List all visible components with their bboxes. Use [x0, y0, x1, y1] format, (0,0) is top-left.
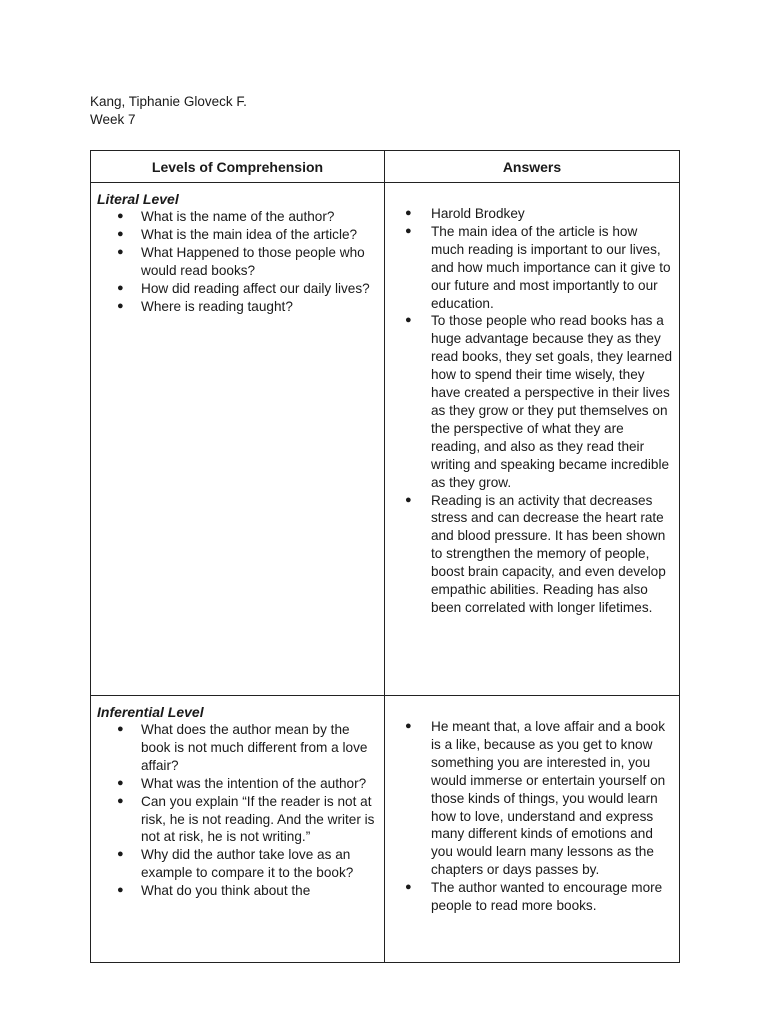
bullet-icon: ●: [117, 848, 124, 861]
document-header: [90, 93, 247, 129]
list-item: ● The main idea of the article is how much reading is important to our lives, and how much importance can it give to our future and most importantly to our education.: [405, 223, 671, 311]
column-header-answers: Answers: [385, 151, 680, 183]
list-item: ● What was the intention of the author?: [117, 775, 367, 791]
bullet-icon: ●: [117, 776, 124, 789]
literal-level-title: Literal Level: [97, 191, 179, 207]
list-item: ● What is the name of the author?: [117, 209, 335, 224]
bullet-icon: ●: [117, 723, 124, 735]
list-item: ● Where is reading taught?: [117, 298, 293, 314]
bullet-icon: ●: [117, 210, 124, 222]
bullet-icon: ●: [117, 245, 124, 258]
bullet-icon: ●: [405, 207, 412, 219]
bullet-icon: ●: [405, 493, 412, 506]
list-item: ● The author wanted to encourage more people to read more books.: [405, 880, 663, 914]
bullet-icon: ●: [117, 227, 124, 240]
week-label: Week 7: [90, 112, 136, 127]
inferential-question-list: [97, 721, 378, 900]
bullet-icon: ●: [117, 794, 124, 807]
list-item: ● Reading is an activity that decreases stress and can decrease the heart rate and blood pressure. It has been shown to strengthen the memory of people, boost brain capacity, and even develop empathic abilities. Reading has also been correlated with longer lifetimes.: [405, 492, 666, 615]
bullet-icon: ●: [117, 281, 124, 294]
list-item: ● What does the author mean by the book is not much different from a love affair?: [117, 722, 368, 773]
comprehension-table: [90, 150, 680, 963]
list-item: ● What is the main idea of the article?: [117, 226, 358, 242]
list-item: ● What Happened to those people who would read books?: [117, 244, 365, 278]
literal-answer-list: [393, 205, 673, 617]
bullet-icon: ●: [405, 224, 412, 237]
student-name: Kang, Tiphanie Gloveck F.: [90, 94, 247, 109]
list-item: ● Can you explain “If the reader is not at risk, he is not reading. And the writer is not at risk, he is not writing.”: [117, 793, 375, 845]
literal-questions-cell: [91, 183, 385, 696]
list-item: ● Why did the author take love as an example to compare it to the book?: [117, 847, 354, 881]
bullet-icon: ●: [405, 720, 412, 732]
list-item: ● Harold Brodkey: [405, 206, 525, 221]
list-item: ● What do you think about the: [117, 883, 311, 899]
bullet-icon: ●: [117, 299, 124, 312]
list-item: ● He meant that, a love affair and a book is a like, because as you get to know something you are interested in, you would immerse or entertain yourself on those kinds of things, you would learn how to love, understand and express many different kinds of emotions and you would learn many lessons as the chapters or days passes by.: [405, 719, 666, 878]
table-row-inferential: [91, 696, 680, 963]
inferential-answers-cell: [385, 696, 680, 963]
bullet-icon: ●: [117, 884, 124, 897]
column-header-levels: Levels of Comprehension: [91, 151, 385, 183]
table-header-row: [91, 151, 680, 183]
inferential-answer-list: [393, 718, 673, 915]
table-row-literal: [91, 183, 680, 696]
inferential-level-title: Inferential Level: [97, 704, 204, 720]
inferential-questions-cell: [91, 696, 385, 963]
literal-answers-cell: [385, 183, 680, 696]
literal-question-list: [97, 208, 378, 315]
bullet-icon: ●: [405, 881, 412, 894]
list-item: ● How did reading affect our daily lives?: [117, 280, 370, 296]
bullet-icon: ●: [405, 314, 412, 327]
list-item: ● To those people who read books has a huge advantage because they as they read books, they set goals, they learned how to spend their time wisely, they have created a perspective in their lives as they grow or they put themselves on the perspective of what they are reading, and also as they read their writing and speaking became incredible as they grow.: [405, 313, 673, 490]
